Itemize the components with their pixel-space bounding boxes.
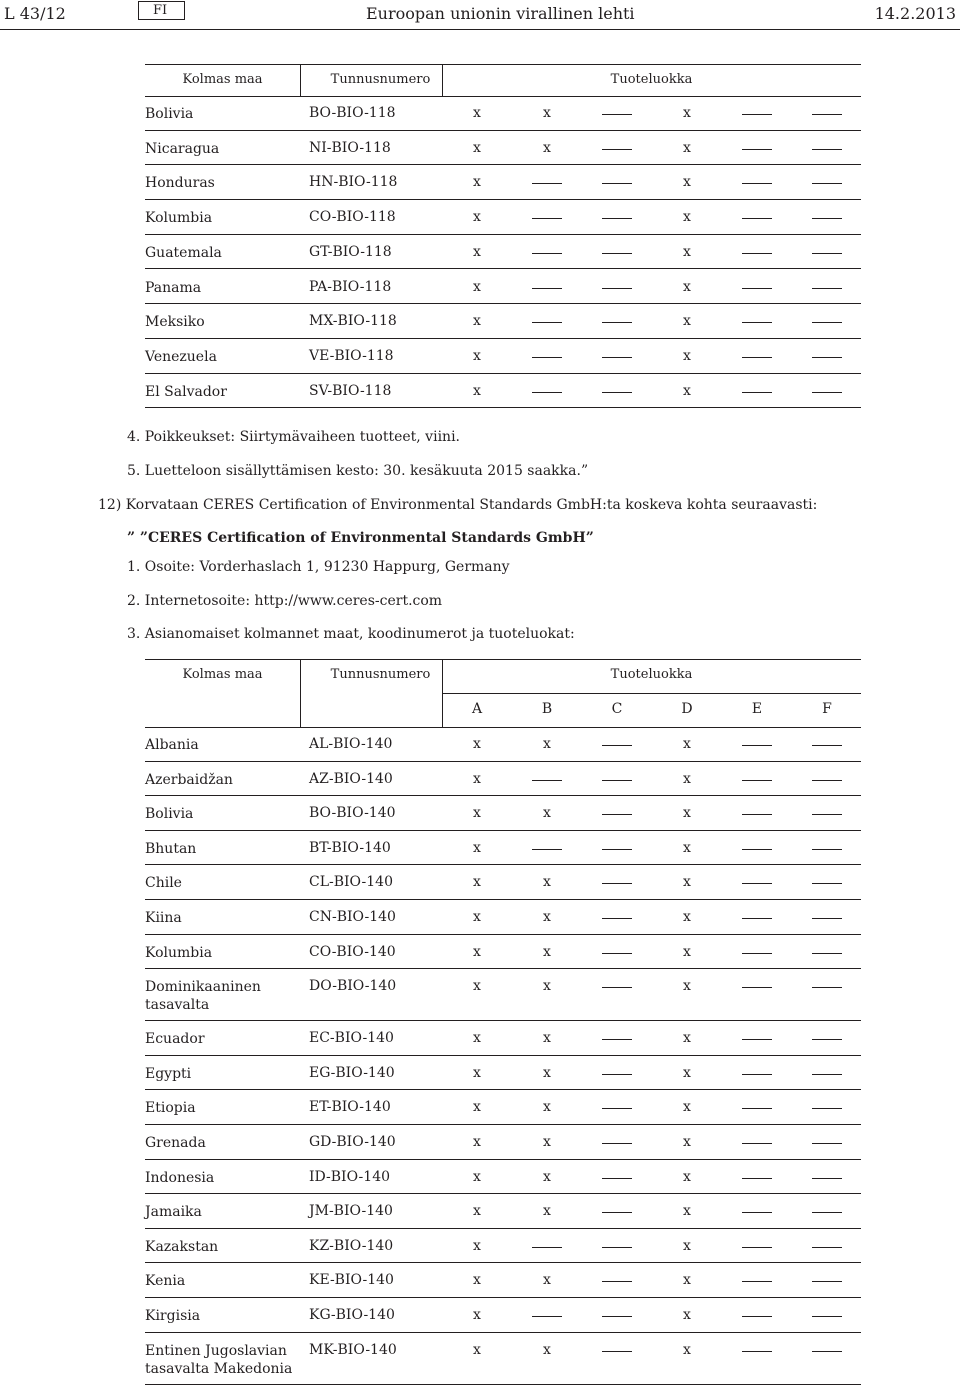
category-mark: x [473, 1064, 481, 1081]
category-dash [512, 244, 582, 254]
category-letter: F [822, 701, 832, 717]
list-intro: 3. Asianomaiset kolmannet maat, koodinumerot ja tuoteluokat: [127, 626, 575, 642]
category-mark: x [473, 1168, 481, 1185]
category-dash [792, 279, 862, 289]
category-dash [792, 313, 862, 323]
category-mark: x [473, 1237, 481, 1254]
category-dash [722, 1203, 792, 1213]
category-mark: x [543, 1168, 551, 1185]
table-top-rule [145, 64, 861, 65]
table-row [145, 1160, 861, 1195]
category-dash [512, 348, 582, 358]
code-number: AL-BIO-140 [309, 736, 393, 752]
category-dash [512, 383, 582, 393]
category-dash [722, 174, 792, 184]
category-dash [722, 1134, 792, 1144]
category-mark: x [543, 943, 551, 960]
category-dash [722, 736, 792, 746]
header-rule [0, 29, 960, 30]
category-dash [792, 1272, 862, 1282]
category-dash [582, 840, 652, 850]
category-dash [722, 1272, 792, 1282]
category-dash [792, 771, 862, 781]
category-dash [792, 209, 862, 219]
category-dash [512, 279, 582, 289]
category-dash [582, 244, 652, 254]
category-mark: x [683, 805, 691, 822]
country-name: Entinen Jugoslavian tasavalta Makedonia [145, 1342, 293, 1377]
country-table-2 [145, 659, 861, 1386]
category-dash [792, 1030, 862, 1040]
category-dash [792, 805, 862, 815]
category-mark: x [683, 1237, 691, 1254]
category-dash [792, 174, 862, 184]
col-header-category: Tuoteluokka [610, 667, 693, 682]
category-dash [722, 771, 792, 781]
category-dash [722, 909, 792, 919]
table-row [145, 1263, 861, 1298]
category-mark: x [543, 1341, 551, 1358]
category-mark: x [473, 139, 481, 156]
category-mark: x [473, 1307, 481, 1323]
header-divider [300, 659, 301, 727]
category-dash [722, 1307, 792, 1317]
publication-date: 14.2.2013 [874, 4, 956, 23]
category-dash [792, 909, 862, 919]
category-dash [582, 1099, 652, 1109]
code-number: BO-BIO-140 [309, 805, 396, 822]
col-header-country: Kolmas maa [182, 72, 263, 87]
code-number: MK-BIO-140 [309, 1341, 397, 1358]
category-mark: x [683, 909, 691, 925]
category-mark: x [473, 1030, 481, 1047]
category-dash [582, 1169, 652, 1179]
point-4: 4. Poikkeukset: Siirtymävaiheen tuotteet, viini. [127, 429, 460, 445]
category-mark: x [473, 1272, 481, 1289]
category-dash [722, 944, 792, 954]
category-mark: x [473, 1134, 481, 1150]
category-mark: x [683, 1030, 691, 1047]
category-mark: x [543, 1099, 551, 1116]
code-number: CN-BIO-140 [309, 909, 396, 925]
category-mark: x [543, 736, 551, 752]
category-letter: A [471, 701, 483, 717]
row-rule [145, 407, 861, 408]
code-number: MX-BIO-118 [309, 313, 397, 330]
code-number: BO-BIO-118 [309, 105, 396, 121]
col-header-code: Tunnusnumero [330, 72, 431, 87]
category-dash [792, 1099, 862, 1109]
category-mark: x [473, 839, 481, 856]
address-line: 1. Osoite: Vorderhaslach 1, 91230 Happurg, Germany [127, 559, 510, 575]
category-dash [722, 1030, 792, 1040]
category-mark: x [473, 278, 481, 295]
category-dash [722, 978, 792, 988]
code-number: CO-BIO-118 [309, 209, 396, 226]
code-number: SV-BIO-118 [309, 382, 392, 399]
category-mark: x [683, 174, 691, 191]
category-dash [722, 1238, 792, 1248]
category-dash [512, 313, 582, 323]
table-row [145, 865, 861, 900]
table-row [145, 131, 861, 166]
code-number: BT-BIO-140 [309, 839, 391, 856]
category-dash [582, 209, 652, 219]
category-dash [722, 1065, 792, 1075]
col-header-category: Tuoteluokka [610, 72, 693, 87]
category-mark: x [543, 909, 551, 925]
category-mark: x [473, 1203, 481, 1220]
category-mark: x [683, 243, 691, 260]
category-dash [792, 105, 862, 115]
category-mark: x [683, 1099, 691, 1116]
category-dash [722, 1342, 792, 1352]
country-table-1 [145, 64, 861, 409]
country-name: Kazakstan [145, 1238, 219, 1255]
country-name: Kolumbia [145, 944, 213, 961]
country-name: Kirgisia [145, 1308, 201, 1324]
country-name: Azerbaidžan [145, 771, 233, 788]
category-dash [722, 383, 792, 393]
table-row [145, 339, 861, 374]
category-mark: x [683, 839, 691, 856]
category-mark: x [543, 139, 551, 156]
country-name: Chile [145, 875, 182, 892]
category-mark: x [543, 1030, 551, 1047]
code-number: ET-BIO-140 [309, 1099, 391, 1116]
category-mark: x [473, 313, 481, 330]
code-number: PA-BIO-118 [309, 278, 392, 295]
category-mark: x [683, 1272, 691, 1289]
category-letter: C [611, 701, 623, 717]
table-row [145, 374, 861, 409]
category-mark: x [683, 278, 691, 295]
category-letter: B [541, 701, 553, 717]
category-dash [582, 805, 652, 815]
category-dash [792, 348, 862, 358]
category-mark: x [683, 874, 691, 891]
category-dash [582, 279, 652, 289]
point-5: 5. Luetteloon sisällyttämisen kesto: 30. kesäkuuta 2015 saakka.” [127, 463, 589, 479]
col-header-code: Tunnusnumero [330, 667, 431, 682]
category-mark: x [473, 209, 481, 226]
table-row [145, 900, 861, 935]
country-name: Kiina [145, 910, 182, 926]
category-mark: x [473, 1341, 481, 1358]
category-dash [582, 944, 652, 954]
country-name: Egypti [145, 1065, 192, 1082]
category-mark: x [683, 382, 691, 399]
category-dash [722, 805, 792, 815]
code-number: CO-BIO-140 [309, 943, 396, 960]
category-dash [722, 313, 792, 323]
country-name: Etiopia [145, 1100, 196, 1117]
table-row [145, 96, 861, 131]
table-top-rule [145, 659, 861, 660]
code-number: AZ-BIO-140 [309, 770, 393, 787]
code-number: KG-BIO-140 [309, 1307, 395, 1323]
category-mark: x [473, 1099, 481, 1116]
category-dash [582, 313, 652, 323]
category-dash [792, 1238, 862, 1248]
category-mark: x [543, 874, 551, 891]
code-number: HN-BIO-118 [309, 174, 398, 191]
country-name: Grenada [145, 1135, 206, 1151]
table-row [145, 796, 861, 831]
code-number: ID-BIO-140 [309, 1168, 391, 1185]
country-name: Nicaragua [145, 140, 220, 157]
category-dash [792, 1307, 862, 1317]
code-number: CL-BIO-140 [309, 874, 393, 891]
category-dash [512, 174, 582, 184]
category-dash [582, 874, 652, 884]
category-mark: x [473, 874, 481, 891]
table-row [145, 270, 861, 305]
table-row [145, 762, 861, 797]
category-mark: x [683, 313, 691, 330]
table-row [145, 1125, 861, 1160]
category-mark: x [543, 805, 551, 822]
table-row [145, 304, 861, 339]
category-dash [722, 209, 792, 219]
category-mark: x [473, 105, 481, 121]
category-mark: x [683, 105, 691, 121]
category-mark: x [473, 347, 481, 364]
header-divider [300, 64, 301, 96]
table-row [145, 235, 861, 270]
category-mark: x [683, 770, 691, 787]
table-row [145, 1056, 861, 1091]
category-dash [582, 348, 652, 358]
row-rule [145, 1384, 861, 1385]
country-name: Honduras [145, 175, 215, 192]
category-mark: x [473, 943, 481, 960]
code-number: GD-BIO-140 [309, 1134, 396, 1150]
category-dash [582, 105, 652, 115]
table-row [145, 831, 861, 866]
category-dash [582, 1134, 652, 1144]
category-subheader-rule [442, 693, 861, 694]
table-row [145, 1229, 861, 1264]
category-dash [582, 1030, 652, 1040]
category-dash [792, 1065, 862, 1075]
country-name: Indonesia [145, 1169, 215, 1186]
category-dash [722, 140, 792, 150]
category-dash [722, 348, 792, 358]
table-row [145, 727, 861, 762]
category-dash [512, 1238, 582, 1248]
country-name: Meksiko [145, 314, 205, 331]
language-badge: FI [138, 1, 185, 20]
category-mark: x [683, 209, 691, 226]
category-dash [582, 771, 652, 781]
category-dash [792, 140, 862, 150]
category-mark: x [473, 909, 481, 925]
category-mark: x [683, 1307, 691, 1323]
table-row [145, 1090, 861, 1125]
page-header [0, 0, 960, 30]
category-mark: x [683, 347, 691, 364]
country-name: Kolumbia [145, 210, 213, 227]
category-dash [722, 840, 792, 850]
code-number: KE-BIO-140 [309, 1272, 394, 1289]
entity-name: ” ”CERES Certification of Environmental Standards GmbH” [127, 530, 594, 546]
category-mark: x [683, 736, 691, 752]
category-mark: x [683, 943, 691, 960]
code-number: DO-BIO-140 [309, 978, 397, 995]
category-dash [792, 1342, 862, 1352]
category-dash [792, 1134, 862, 1144]
category-dash [582, 1307, 652, 1317]
category-mark: x [473, 770, 481, 787]
country-name: Dominikaaninen tasavalta [145, 979, 261, 1014]
category-dash [722, 105, 792, 115]
category-dash [792, 874, 862, 884]
country-name: Albania [145, 737, 199, 753]
category-dash [582, 736, 652, 746]
col-header-country: Kolmas maa [182, 667, 263, 682]
category-mark: x [473, 243, 481, 260]
category-dash [582, 1203, 652, 1213]
category-dash [512, 209, 582, 219]
category-mark: x [473, 978, 481, 995]
category-mark: x [543, 1203, 551, 1220]
country-name: Guatemala [145, 244, 222, 261]
category-mark: x [473, 174, 481, 191]
category-mark: x [543, 978, 551, 995]
category-mark: x [473, 736, 481, 752]
category-letter: E [751, 701, 763, 717]
country-name: Jamaika [145, 1204, 202, 1221]
category-mark: x [683, 978, 691, 995]
category-mark: x [683, 1341, 691, 1358]
country-name: Panama [145, 279, 202, 296]
category-dash [792, 978, 862, 988]
category-dash [582, 174, 652, 184]
category-dash [792, 244, 862, 254]
code-number: VE-BIO-118 [309, 347, 394, 364]
country-name: Bolivia [145, 806, 194, 823]
category-dash [792, 1203, 862, 1213]
table-row [145, 165, 861, 200]
table-row [145, 1333, 861, 1385]
category-dash [582, 1238, 652, 1248]
category-dash [582, 909, 652, 919]
category-mark: x [683, 1203, 691, 1220]
country-name: Ecuador [145, 1031, 205, 1048]
category-mark: x [683, 1168, 691, 1185]
category-dash [722, 244, 792, 254]
category-dash [792, 840, 862, 850]
category-dash [582, 1272, 652, 1282]
code-number: EC-BIO-140 [309, 1030, 394, 1047]
table-row [145, 969, 861, 1021]
category-mark: x [543, 1134, 551, 1150]
item-12: 12) Korvataan CERES Certification of Environmental Standards GmbH:ta koskeva kohta seuraavasti: [98, 497, 818, 513]
category-mark: x [473, 382, 481, 399]
table-row [145, 1298, 861, 1333]
table-row [145, 1021, 861, 1056]
category-dash [792, 736, 862, 746]
category-dash [582, 383, 652, 393]
category-mark: x [683, 1134, 691, 1150]
country-name: El Salvador [145, 383, 227, 400]
code-number: JM-BIO-140 [309, 1203, 393, 1220]
category-dash [722, 1099, 792, 1109]
category-mark: x [543, 105, 551, 121]
code-number: EG-BIO-140 [309, 1064, 395, 1081]
category-dash [512, 840, 582, 850]
category-letter: D [681, 701, 693, 717]
country-name: Bolivia [145, 106, 194, 122]
country-name: Bhutan [145, 840, 197, 857]
category-mark: x [543, 1064, 551, 1081]
category-dash [582, 1065, 652, 1075]
category-dash [722, 874, 792, 884]
category-dash [722, 279, 792, 289]
category-dash [512, 771, 582, 781]
category-dash [722, 1169, 792, 1179]
code-number: NI-BIO-118 [309, 139, 391, 156]
code-number: KZ-BIO-140 [309, 1237, 394, 1254]
country-name: Kenia [145, 1273, 186, 1290]
category-dash [792, 944, 862, 954]
category-mark: x [683, 1064, 691, 1081]
table-row [145, 1194, 861, 1229]
journal-title: Euroopan unionin virallinen lehti [366, 4, 635, 23]
category-mark: x [683, 139, 691, 156]
category-mark: x [543, 1272, 551, 1289]
category-dash [582, 1342, 652, 1352]
header-divider [442, 64, 443, 96]
category-dash [792, 1169, 862, 1179]
country-name: Venezuela [145, 348, 217, 365]
website-line: 2. Internetosoite: http://www.ceres-cert.com [127, 593, 443, 609]
page-reference: L 43/12 [4, 4, 66, 23]
table-row [145, 935, 861, 970]
category-mark: x [473, 805, 481, 822]
category-dash [512, 1307, 582, 1317]
category-dash [582, 140, 652, 150]
category-dash [582, 978, 652, 988]
code-number: GT-BIO-118 [309, 243, 392, 260]
category-dash [792, 383, 862, 393]
table-row [145, 200, 861, 235]
